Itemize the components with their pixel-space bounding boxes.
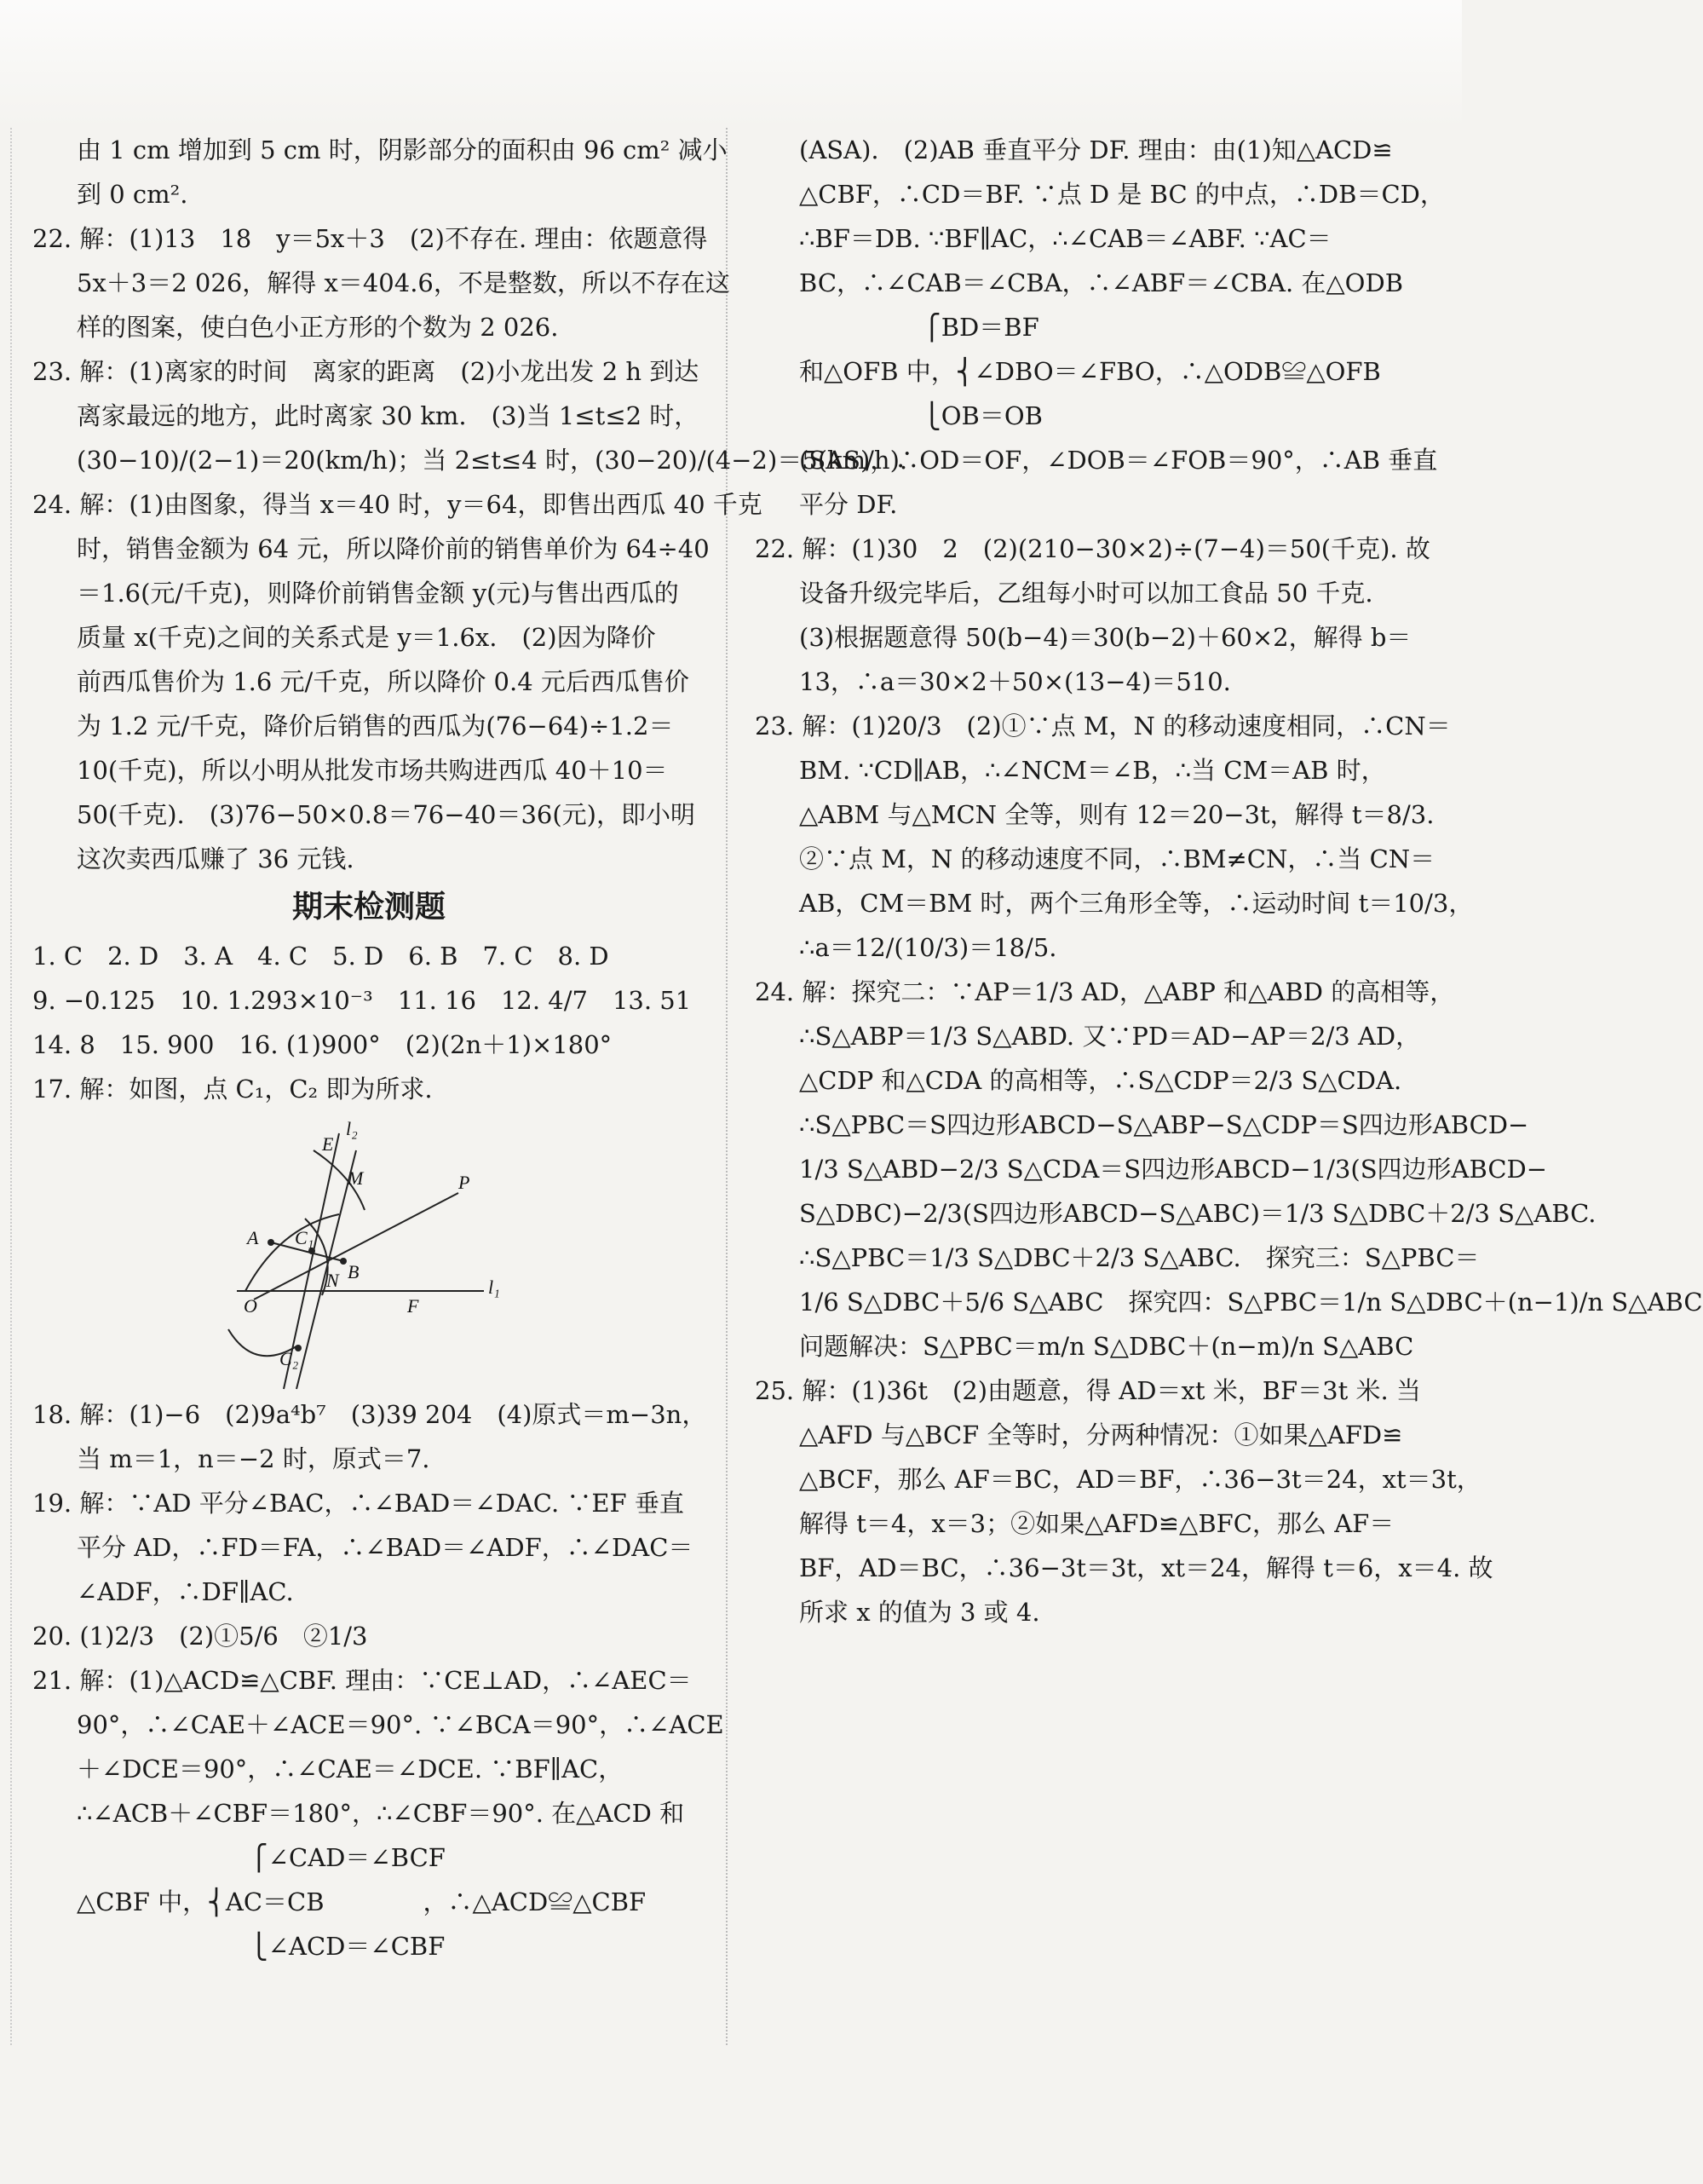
point-b bbox=[340, 1258, 347, 1265]
text-line: 1/6 S△DBC＋5/6 S△ABC 探究四：S△PBC＝1/n S△DBC＋(n−1)/n S△ABC bbox=[799, 1288, 1703, 1317]
text-line: ⎧∠CAD＝∠BCF bbox=[77, 1843, 446, 1872]
label-c2: C₂ bbox=[279, 1348, 299, 1369]
text-line: 平分 AD，∴FD＝FA，∴∠BAD＝∠ADF，∴∠DAC＝ bbox=[77, 1533, 693, 1562]
text-line: 1/3 S△ABD−2/3 S△CDA＝S四边形ABCD−1/3(S四边形ABCD− bbox=[799, 1155, 1548, 1184]
point-c1 bbox=[308, 1248, 315, 1254]
text-line: 为 1.2 元/千克，降价后销售的西瓜为(76−64)÷1.2＝ bbox=[77, 712, 674, 740]
text-line: (3)根据题意得 50(b−4)＝30(b−2)＋60×2，解得 b＝ bbox=[799, 623, 1412, 652]
geometry-figure bbox=[203, 1116, 526, 1389]
label-n: N bbox=[326, 1270, 339, 1291]
text-line: ②∵点 M，N 的移动速度不同，∴BM≠CN，∴当 CN＝ bbox=[799, 844, 1435, 873]
text-line: BF，AD＝BC，∴36−3t＝3t，xt＝24，解得 t＝6，x＝4. 故 bbox=[799, 1553, 1493, 1582]
text-line: 17. 解：如图，点 C₁，C₂ 即为所求. bbox=[32, 1075, 433, 1104]
label-l1: l₁ bbox=[488, 1276, 500, 1298]
text-line: 设备升级完毕后，乙组每小时可以加工食品 50 千克. bbox=[799, 579, 1373, 608]
text-line: △CBF，∴CD＝BF. ∵点 D 是 BC 的中点，∴DB＝CD， bbox=[799, 180, 1445, 209]
text-line: 所求 x 的值为 3 或 4. bbox=[799, 1598, 1040, 1627]
text-line: ⎩∠ACD＝∠CBF bbox=[77, 1932, 446, 1961]
text-line: AB，CM＝BM 时，两个三角形全等，∴运动时间 t＝10/3， bbox=[799, 889, 1474, 918]
text-line: 和△OFB 中，⎨∠DBO＝∠FBO，∴△ODB≌△OFB bbox=[799, 357, 1381, 386]
text-line: ＝1.6(元/千克)，则降价前销售金额 y(元)与售出西瓜的 bbox=[77, 579, 679, 608]
text-line: 90°，∴∠CAE＋∠ACE＝90°. ∵∠BCA＝90°，∴∠ACE bbox=[77, 1710, 724, 1739]
text-line: ⎧BD＝BF bbox=[799, 313, 1039, 342]
text-line: △AFD 与△BCF 全等时，分两种情况：①如果△AFD≌ bbox=[799, 1420, 1403, 1449]
text-line: 问题解决：S△PBC＝m/n S△DBC＋(n−m)/n S△ABC bbox=[799, 1332, 1414, 1361]
text-line: △ABM 与△MCN 全等，则有 12＝20−3t，解得 t＝8/3. bbox=[799, 800, 1435, 829]
text-line: 离家最远的地方，此时离家 30 km. (3)当 1≤t≤2 时， bbox=[77, 401, 699, 430]
text-line: 24. 解：(1)由图象，得当 x＝40 时，y＝64，即售出西瓜 40 千克 bbox=[32, 490, 762, 519]
text-line: 由 1 cm 增加到 5 cm 时，阴影部分的面积由 96 cm² 减小 bbox=[77, 135, 728, 164]
text-line: (SAS)，∴OD＝OF，∠DOB＝∠FOB＝90°，∴AB 垂直 bbox=[799, 446, 1438, 475]
text-line: (ASA). (2)AB 垂直平分 DF. 理由：由(1)知△ACD≌ bbox=[799, 135, 1393, 164]
text-line: (30−10)/(2−1)＝20(km/h)；当 2≤t≤4 时，(30−20)/(4−2)＝5(km/h). bbox=[77, 446, 908, 475]
label-a: A bbox=[247, 1227, 259, 1248]
text-line: ∴BF＝DB. ∵BF∥AC，∴∠CAB＝∠ABF. ∵AC＝ bbox=[799, 224, 1332, 253]
text-line: 22. 解：(1)30 2 (2)(210−30×2)÷(7−4)＝50(千克). 故 bbox=[755, 534, 1430, 563]
right-column bbox=[755, 128, 1703, 1634]
text-line: ＋∠DCE＝90°，∴∠CAE＝∠DCE. ∵BF∥AC， bbox=[77, 1755, 624, 1784]
text-line: 21. 解：(1)△ACD≌△CBF. 理由：∵CE⊥AD，∴∠AEC＝ bbox=[32, 1666, 692, 1695]
text-line: △CBF 中，⎨AC＝CB ，∴△ACD≌△CBF bbox=[77, 1887, 647, 1916]
text-line: 质量 x(千克)之间的关系式是 y＝1.6x. (2)因为降价 bbox=[77, 623, 656, 652]
text-line: 19. 解：∵AD 平分∠BAC，∴∠BAD＝∠DAC. ∵EF 垂直 bbox=[32, 1489, 684, 1518]
text-line: ∴S△ABP＝1/3 S△ABD. 又∵PD＝AD−AP＝2/3 AD， bbox=[799, 1022, 1421, 1051]
text-line: 13，∴a＝30×2＋50×(13−4)＝510. bbox=[799, 667, 1231, 696]
text-line: 样的图案，使白色小正方形的个数为 2 026. bbox=[77, 313, 559, 342]
text-line: 22. 解：(1)13 18 y＝5x＋3 (2)不存在. 理由：依题意得 bbox=[32, 224, 708, 253]
label-b: B bbox=[348, 1261, 360, 1282]
text-line: 9. −0.125 10. 1.293×10⁻³ 11. 16 12. 4/7 13. 51 bbox=[32, 986, 692, 1015]
label-m: M bbox=[348, 1167, 364, 1189]
text-line: ∠ADF，∴DF∥AC. bbox=[77, 1577, 294, 1606]
text-line: 这次卖西瓜赚了 36 元钱. bbox=[77, 844, 354, 873]
text-line: BC，∴∠CAB＝∠CBA，∴∠ABF＝∠CBA. 在△ODB bbox=[799, 268, 1404, 297]
label-f: F bbox=[407, 1295, 419, 1317]
label-p: P bbox=[458, 1172, 470, 1193]
text-line: 23. 解：(1)离家的时间 离家的距离 (2)小龙出发 2 h 到达 bbox=[32, 357, 699, 386]
left-margin-rule bbox=[10, 128, 12, 2045]
text-line: 解得 t＝4，x＝3；②如果△AFD≌△BFC，那么 AF＝ bbox=[799, 1509, 1395, 1538]
text-line: 10(千克)，所以小明从批发市场共购进西瓜 40＋10＝ bbox=[77, 756, 668, 785]
text-line: 前西瓜售价为 1.6 元/千克，所以降价 0.4 元后西瓜售价 bbox=[77, 667, 689, 696]
text-line: 5x＋3＝2 026，解得 x＝404.6，不是整数，所以不存在这 bbox=[77, 268, 730, 297]
label-e: E bbox=[322, 1133, 334, 1155]
text-line: △BCF，那么 AF＝BC，AD＝BF，∴36−3t＝24，xt＝3t， bbox=[799, 1465, 1481, 1494]
label-c1: C₁ bbox=[295, 1227, 314, 1248]
text-line: 20. (1)2/3 (2)①5/6 ②1/3 bbox=[32, 1622, 368, 1651]
text-line: 时，销售金额为 64 元，所以降价前的销售单价为 64÷40 bbox=[77, 534, 710, 563]
right-block-1 bbox=[755, 128, 1703, 1634]
label-o: O bbox=[244, 1295, 257, 1317]
text-line: 25. 解：(1)36t (2)由题意，得 AD＝xt 米，BF＝3t 米. 当 bbox=[755, 1376, 1421, 1405]
text-line: ⎩OB＝OB bbox=[799, 401, 1043, 430]
text-line: 1. C 2. D 3. A 4. C 5. D 6. B 7. C 8. D bbox=[32, 942, 609, 971]
section-title: 期末检测题 bbox=[291, 890, 446, 925]
text-line: ∴a＝12/(10/3)＝18/5. bbox=[799, 933, 1057, 962]
page-top-shade bbox=[0, 0, 1462, 128]
text-line: 14. 8 15. 900 16. (1)900° (2)(2n＋1)×180° bbox=[32, 1030, 613, 1059]
text-line: 到 0 cm². bbox=[77, 180, 188, 209]
left-block-2 bbox=[32, 934, 705, 1111]
text-line: ∴S△PBC＝S四边形ABCD−S△ABP−S△CDP＝S四边形ABCD− bbox=[799, 1110, 1529, 1139]
text-line: 50(千克). (3)76−50×0.8＝76−40＝36(元)，即小明 bbox=[77, 800, 695, 829]
label-l2: l₂ bbox=[346, 1118, 358, 1139]
text-line: ∴S△PBC＝1/3 S△DBC＋2/3 S△ABC. 探究三：S△PBC＝ bbox=[799, 1243, 1480, 1272]
text-line: 18. 解：(1)−6 (2)9a⁴b⁷ (3)39 204 (4)原式＝m−3n， bbox=[32, 1400, 707, 1429]
text-line: S△DBC)−2/3(S四边形ABCD−S△ABC)＝1/3 S△DBC＋2/3 S△ABC. bbox=[799, 1199, 1597, 1228]
point-a bbox=[268, 1239, 274, 1246]
text-line: ∴∠ACB＋∠CBF＝180°，∴∠CBF＝90°. 在△ACD 和 bbox=[77, 1799, 685, 1828]
text-line: 24. 解：探究二：∵AP＝1/3 AD，△ABP 和△ABD 的高相等， bbox=[755, 977, 1455, 1006]
text-line: 当 m＝1，n＝−2 时，原式＝7. bbox=[77, 1444, 430, 1473]
text-line: 平分 DF. bbox=[799, 490, 898, 519]
column-divider bbox=[726, 128, 728, 2045]
text-line: BM. ∵CD∥AB，∴∠NCM＝∠B，∴当 CM＝AB 时， bbox=[799, 756, 1386, 785]
text-line: △CDP 和△CDA 的高相等，∴S△CDP＝2/3 S△CDA. bbox=[799, 1066, 1402, 1095]
left-block-3 bbox=[32, 1392, 724, 1968]
text-line: 23. 解：(1)20/3 (2)①∵点 M，N 的移动速度相同，∴CN＝ bbox=[755, 712, 1451, 740]
